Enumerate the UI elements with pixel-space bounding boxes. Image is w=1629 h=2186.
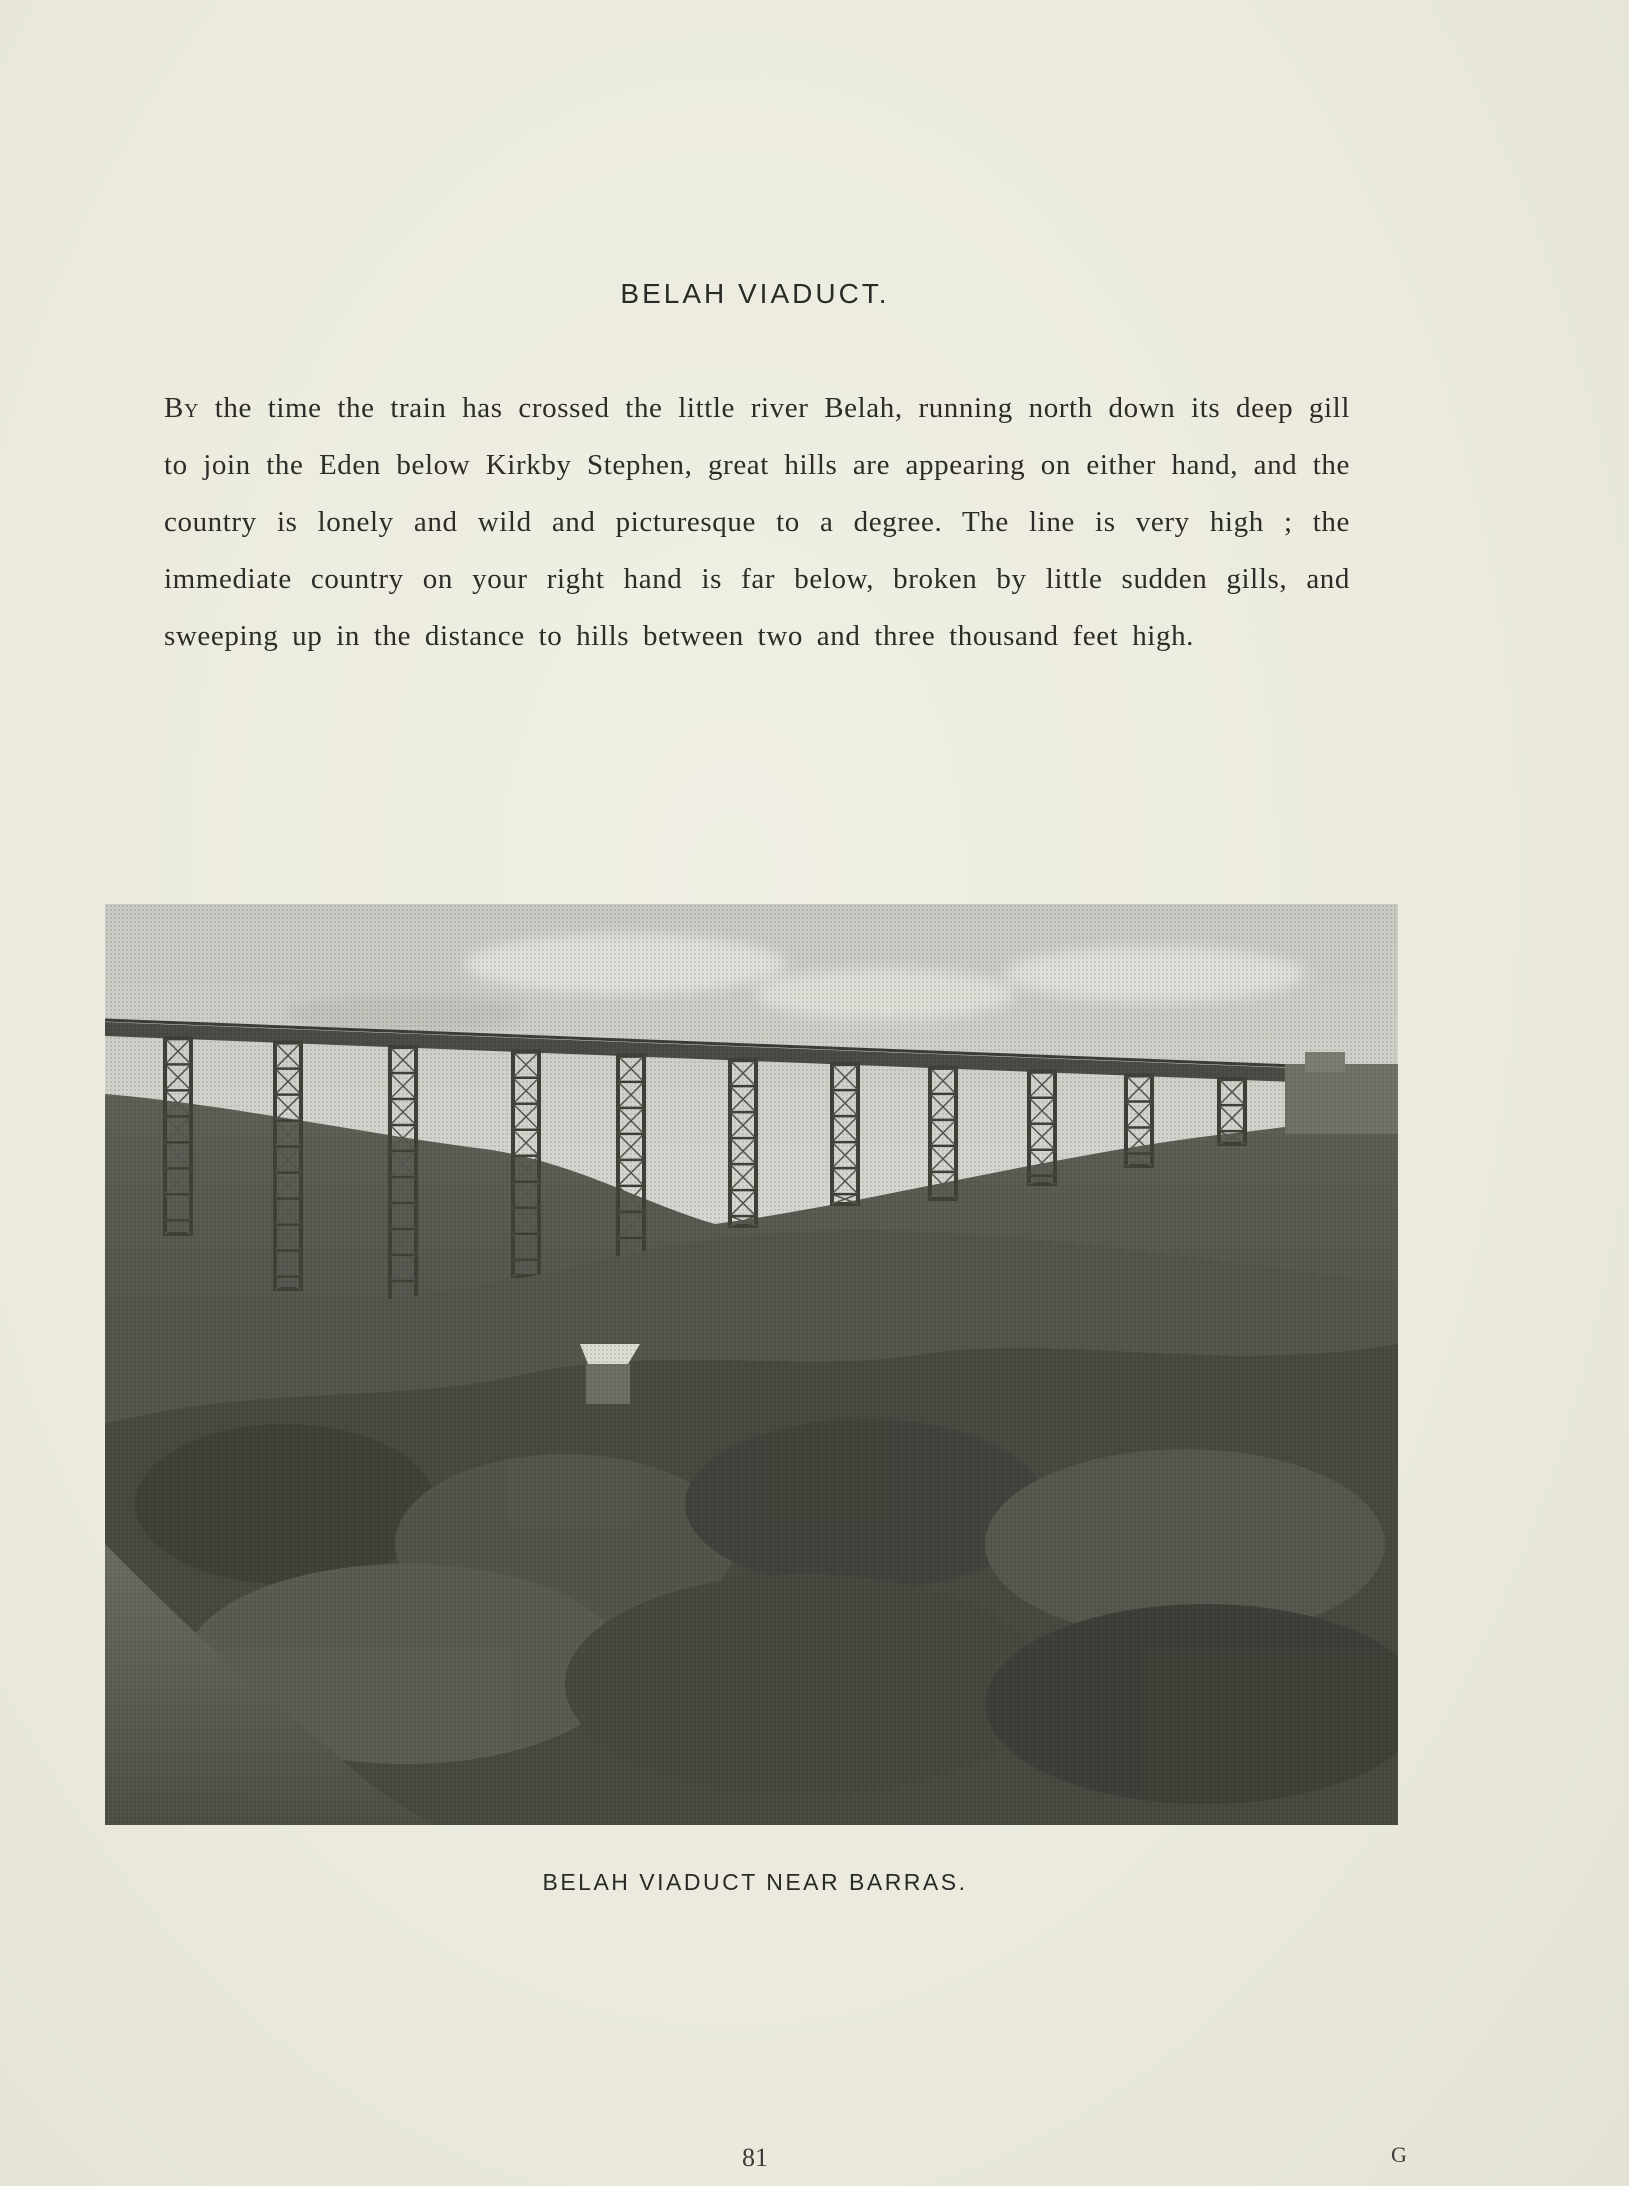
paragraph-text: the time the train has crossed the little river Belah, running north down its deep gill to join the Eden below Kirkby Stephen, great hills are appearing on either hand, and the country is lonely and wild and picturesque to a degree. The line is very high ; the immediate country on your right hand is far below, broken by little sudden gills, and sweeping up in the distance to hills between two and three thousand feet high. [164, 392, 1350, 652]
photo-caption: BELAH VIADUCT NEAR BARRAS. [542, 1869, 968, 1895]
body-paragraph [164, 380, 1350, 665]
viaduct-photograph [105, 904, 1398, 1825]
paragraph-first-word: By [164, 392, 199, 424]
signature-mark: G [1391, 2142, 1407, 2167]
page-number: 81 [742, 2143, 768, 2172]
page-title: BELAH VIADUCT. [620, 278, 890, 309]
